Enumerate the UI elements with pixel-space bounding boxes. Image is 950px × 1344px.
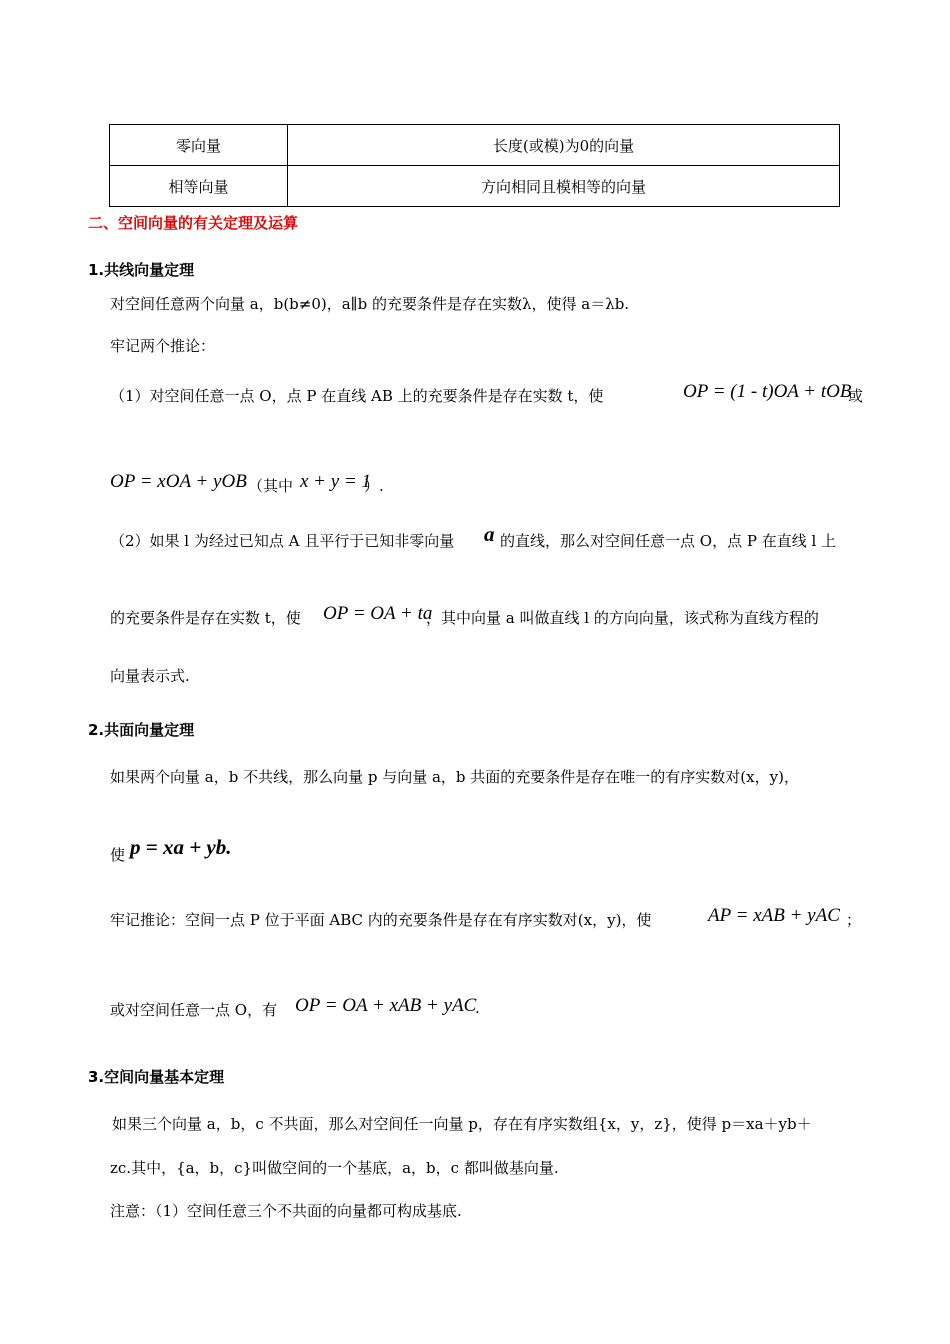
heading-basis-theorem: 3.空间向量基本定理 bbox=[88, 1068, 225, 1086]
coplanar-line1: 如果两个向量 a，b 不共线，那么向量 p 与向量 a，b 共面的充要条件是存在唯一的有序实数对(x，y)， bbox=[110, 768, 799, 786]
corollary-2-line3: 向量表示式. bbox=[110, 667, 190, 685]
corollary-1-condition-formula: x + y = 1 bbox=[300, 471, 372, 492]
corollary-1-formula-2: OP = xOA + yOB bbox=[110, 471, 247, 492]
basis-line2: zc.其中，{a，b，c}叫做空间的一个基底，a，b，c 都叫做基向量. bbox=[110, 1159, 559, 1177]
table-row bbox=[110, 166, 840, 207]
heading-collinear-theorem: 1.共线向量定理 bbox=[88, 261, 195, 279]
coplanar-formula: p = xa + yb. bbox=[130, 835, 232, 859]
basis-line1: 如果三个向量 a，b，c 不共面，那么对空间任一向量 p，存在有序实数组{x，y，z}，使得 p＝xa＋yb＋ bbox=[112, 1115, 812, 1133]
definition-table bbox=[109, 124, 840, 207]
corollary-2-vector: a bbox=[484, 522, 495, 546]
coplanar-corollary-end: ； bbox=[846, 911, 862, 929]
corollary-2-text-b: 的直线，那么对空间任意一点 O，点 P 在直线 l 上 bbox=[500, 532, 837, 550]
section-title: 二、空间向量的有关定理及运算 bbox=[88, 214, 299, 232]
table-cell-definition: 方向相同且模相等的向量 bbox=[288, 166, 840, 207]
coplanar-corollary-formula: AP = xAB + yAC bbox=[708, 905, 840, 926]
coplanar-corollary-2-text: 或对空间任意一点 O，有 bbox=[110, 1001, 278, 1019]
corollary-2-line2-b: ，其中向量 a 叫做直线 l 的方向向量，该式称为直线方程的 bbox=[426, 609, 819, 627]
corollary-1-or: 或 bbox=[848, 387, 864, 405]
theorem-text: 对空间任意两个向量 a，b(b≠0)，a∥b 的充要条件是存在实数λ，使得 a＝λb. bbox=[110, 295, 630, 313]
corollary-2-line2-a: 的充要条件是存在实数 t，使 bbox=[110, 609, 301, 627]
table-cell-definition: 长度(或模)为0的向量 bbox=[288, 125, 840, 166]
heading-coplanar-theorem: 2.共面向量定理 bbox=[88, 721, 195, 739]
corollary-2-text-a: （2）如果 l 为经过已知点 A 且平行于已知非零向量 bbox=[110, 532, 455, 550]
corollary-1-condition-close: ）. bbox=[364, 477, 384, 495]
table-cell-term: 相等向量 bbox=[110, 166, 288, 207]
table-cell-term: 零向量 bbox=[110, 125, 288, 166]
coplanar-corollary-text: 牢记推论：空间一点 P 位于平面 ABC 内的充要条件是存在有序实数对(x，y)，使 bbox=[110, 911, 652, 929]
corollary-1-formula: OP = (1 - t)OA + tOB bbox=[683, 381, 852, 402]
corollary-1-condition-open: （其中 bbox=[248, 477, 294, 495]
table-row bbox=[110, 125, 840, 166]
corollary-1-text: （1）对空间任意一点 O，点 P 在直线 AB 上的充要条件是存在实数 t，使 bbox=[110, 387, 604, 405]
coplanar-line2-prefix: 使 bbox=[110, 846, 126, 864]
coplanar-corollary-2-formula: OP = OA + xAB + yAC bbox=[295, 995, 477, 1016]
basis-note: 注意：（1）空间任意三个不共面的向量都可构成基底. bbox=[110, 1202, 462, 1220]
coplanar-corollary-2-end: . bbox=[475, 999, 480, 1017]
corollary-2-formula: OP = OA + ta bbox=[323, 603, 433, 624]
corollary-intro: 牢记两个推论： bbox=[110, 337, 216, 355]
